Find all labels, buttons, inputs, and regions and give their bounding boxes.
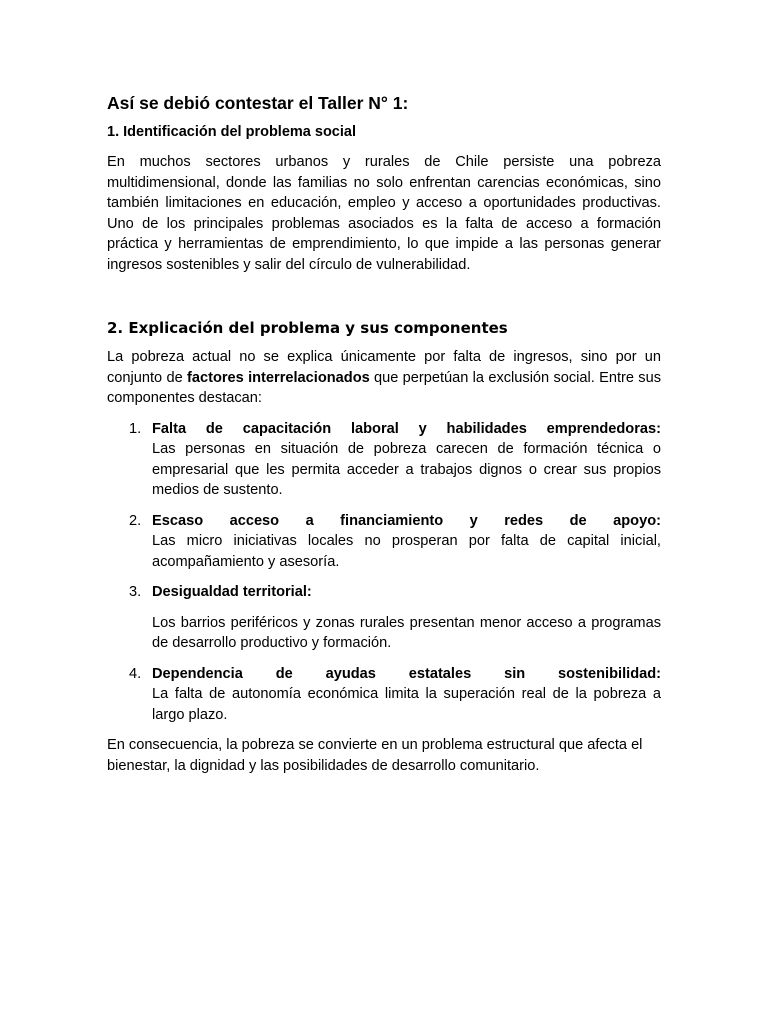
list-item (107, 419, 661, 501)
section-1-heading: 1. Identificación del problema social (107, 124, 356, 140)
intro-text-after: que perpetúan la exclusión social. Entre sus componentes destacan: (107, 369, 661, 406)
list-item (107, 511, 661, 573)
list-item-text: Los barrios periféricos y zonas rurales presentan menor acceso a programas de desarrollo productivo y formación. (152, 614, 661, 651)
list-item (107, 582, 661, 654)
list-item (107, 664, 661, 726)
components-list (107, 419, 661, 726)
list-item-text: Las personas en situación de pobreza carecen de formación técnica o empresarial que les permita acceder a trabajos dignos o crear sus propios medios de sustento. (152, 441, 661, 498)
section-spacer (107, 275, 661, 317)
conclusion-paragraph: En consecuencia, la pobreza se convierte en un problema estructural que afecta el bienestar, la dignidad y las posibilidades de desarrollo comunitario. (107, 737, 643, 774)
intro-bold-text: factores interrelacionados (187, 369, 370, 386)
list-item-number: 3. (129, 584, 142, 600)
intro-text-before: La pobreza actual no se explica únicamente por falta de ingresos, sino por un conjunto de (107, 349, 661, 386)
list-item-text: Las micro iniciativas locales no prosperan por falta de capital inicial, acompañamiento y asesoría. (152, 533, 661, 570)
section-1-paragraph: En muchos sectores urbanos y rurales de Chile persiste una pobreza multidimensional, donde las familias no solo enfrentan carencias económicas, sino también limitaciones en educación, empleo y acceso a oportunidades productivas. Uno de los principales problemas asociados es la falta de acceso a formación práctica y herramientas de emprendimiento, lo que impide a las personas generar ingresos sostenibles y salir del círculo de vulnerabilidad. (107, 154, 661, 273)
list-item-number: 4. (129, 665, 142, 682)
list-item-title: Escaso acceso a financiamiento y redes de apoyo: (152, 512, 661, 529)
list-item-number: 2. (129, 512, 142, 529)
list-item-title: Falta de capacitación laboral y habilidades emprendedoras: (152, 420, 661, 437)
document-page (107, 90, 661, 776)
paragraph-gap (107, 409, 661, 419)
document-title: Así se debió contestar el Taller N° 1: (107, 93, 409, 113)
list-item-number: 1. (129, 420, 142, 437)
section-2-heading: 2. Explicación del problema y sus componentes (107, 319, 508, 337)
list-item-title: Dependencia de ayudas estatales sin sostenibilidad: (152, 665, 661, 682)
list-item-text: La falta de autonomía económica limita la superación real de la pobreza a largo plazo. (152, 686, 661, 723)
list-item-title: Desigualdad territorial: (152, 584, 312, 600)
section-2-intro (107, 347, 661, 409)
